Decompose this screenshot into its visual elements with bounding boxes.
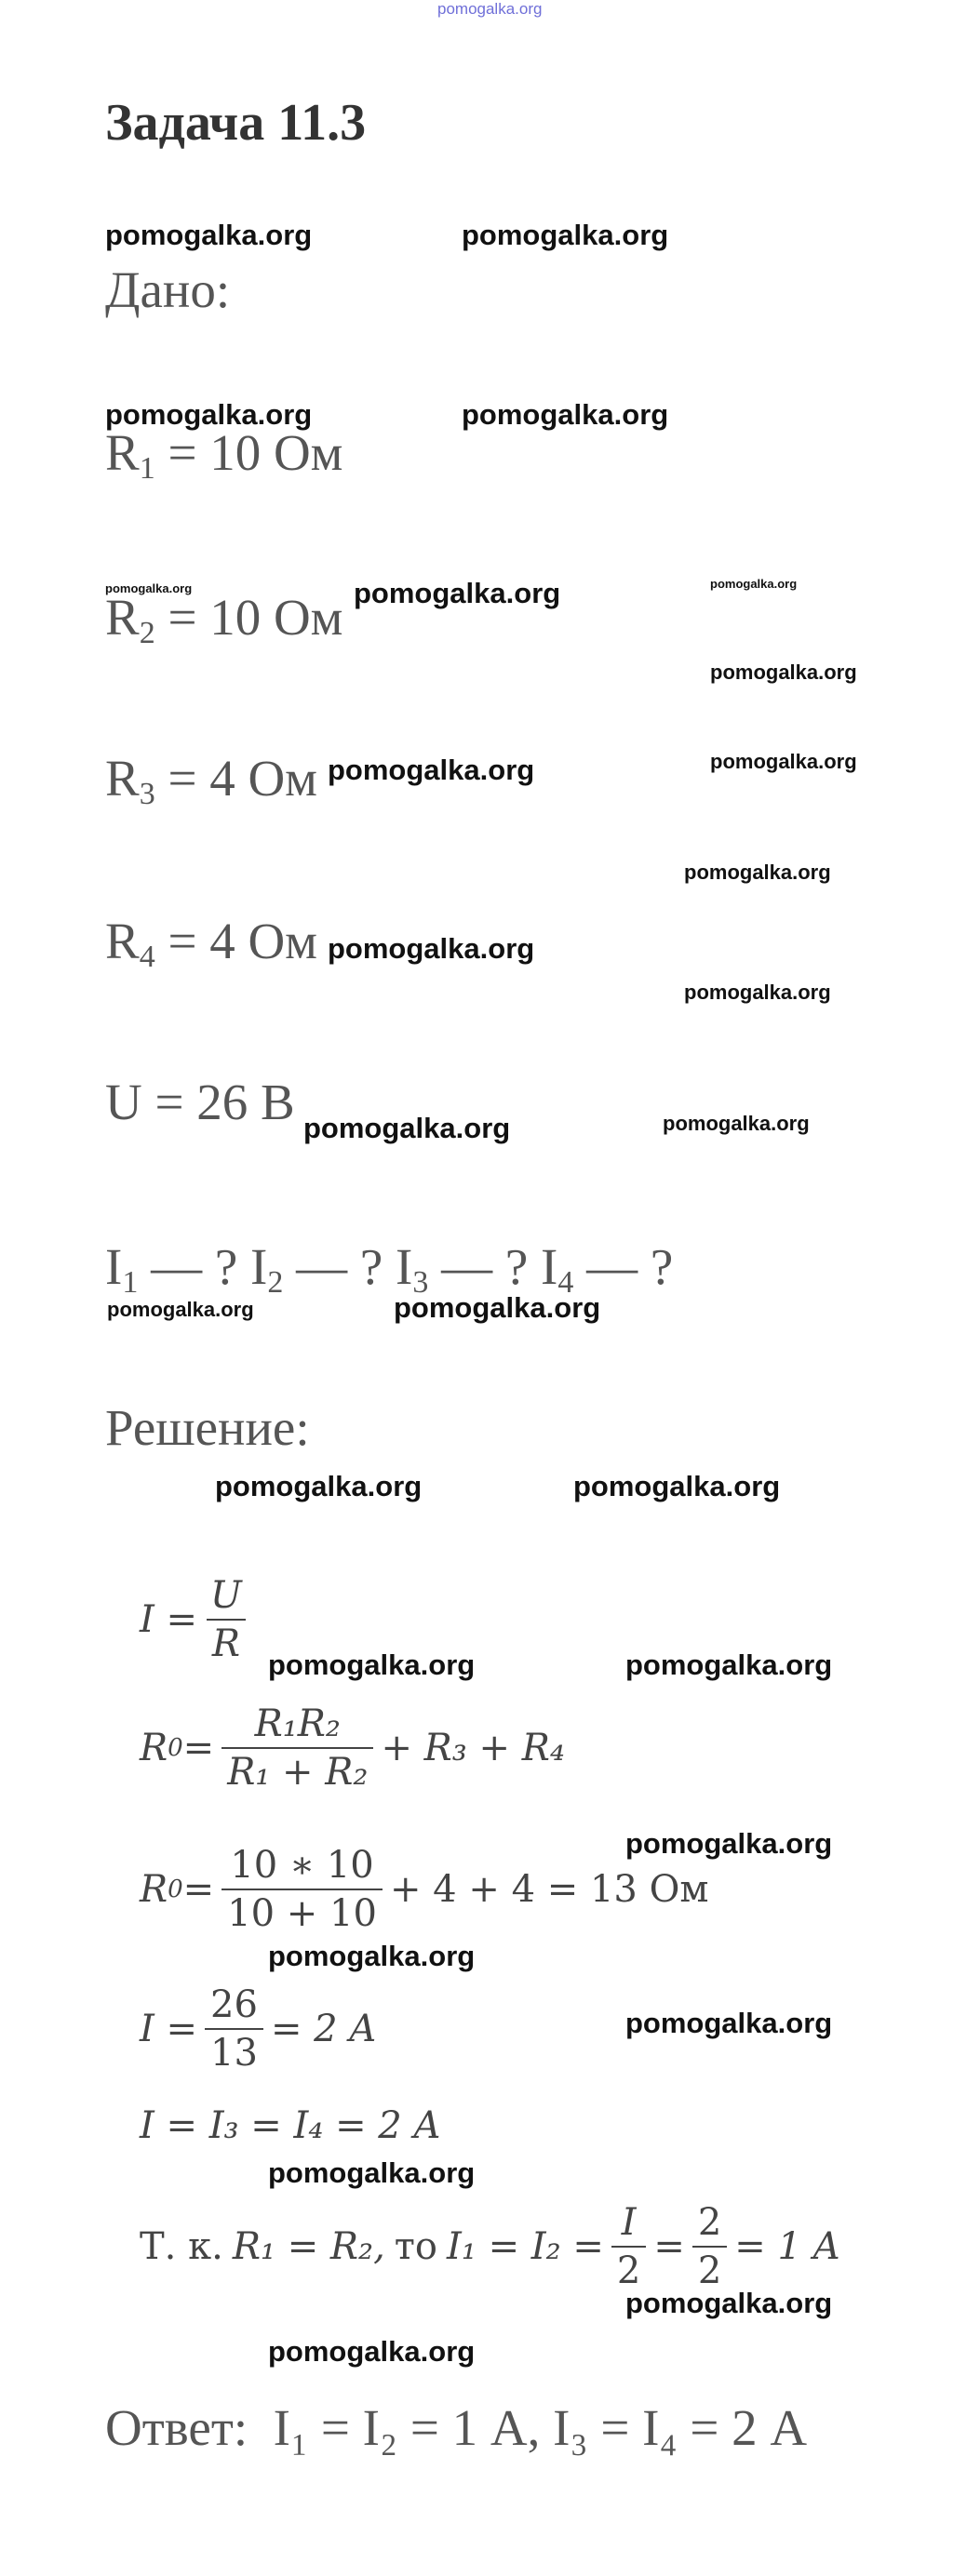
watermark: pomogalka.org <box>625 1827 833 1860</box>
watermark: pomogalka.org <box>625 1648 833 1681</box>
watermark: pomogalka.org <box>328 932 535 965</box>
watermark: pomogalka.org <box>462 398 669 431</box>
watermark: pomogalka.org <box>105 398 313 431</box>
watermark: pomogalka.org <box>462 219 669 251</box>
formula-parallel-current: Т. к. R₁ = R₂, то I₁ = I₂ = $\frac{I}{2}$ = $\frac{2}{2}$ = 1 A <box>140 2201 840 2292</box>
watermark: pomogalka.org <box>105 219 313 251</box>
watermark: pomogalka.org <box>394 1291 601 1324</box>
watermark: pomogalka.org <box>684 981 831 1004</box>
formula-ohm-law: I = $\frac{U}{R}$ <box>140 1574 255 1665</box>
fraction: $\frac{26}{13}$ <box>205 1983 263 2075</box>
watermark: pomogalka.org <box>710 577 798 591</box>
watermark: pomogalka.org <box>268 2335 476 2368</box>
watermark: pomogalka.org <box>107 1298 254 1321</box>
formula-total-resistance-values: R 0 = $\frac{10 ∗ 10}{10 + 10}$ + 4 + 4 = 13 Ом <box>140 1844 709 1935</box>
fraction: $\frac{I}{2}$ <box>611 2201 646 2292</box>
watermark: pomogalka.org <box>328 754 535 786</box>
answer-line: Ответ: I₁ = I₂ = 1 А, I₃ = I₄ = 2 А <box>105 2399 808 2456</box>
fraction: $\frac{10 ∗ 10}{10 + 10}$ <box>222 1844 383 1935</box>
site-link[interactable]: pomogalka.org <box>437 0 543 18</box>
watermark: pomogalka.org <box>268 1648 476 1681</box>
formula-total-resistance: R 0 = $\frac{\text{R₁R₂}}{\text{R₁ + R₂}}$ + R₃ + R₄ <box>140 1702 565 1794</box>
watermark: pomogalka.org <box>573 1470 781 1502</box>
watermark: pomogalka.org <box>268 2156 476 2189</box>
watermark: pomogalka.org <box>663 1112 810 1135</box>
watermark: pomogalka.org <box>710 750 857 773</box>
formula-series-current: I = I₃ = I₄ = 2 A <box>140 2104 441 2147</box>
formula-current: I = $\frac{26}{13}$ = 2 A <box>140 1983 377 2075</box>
watermark: pomogalka.org <box>105 581 193 595</box>
problem-title: Задача 11.3 <box>105 94 367 152</box>
given-label: Дано: <box>105 261 231 318</box>
given-r1: $R_1 = 10$ Ом <box>105 424 343 486</box>
given-r3: $R_3 = 4$ Ом <box>105 750 317 811</box>
watermark: pomogalka.org <box>625 2287 833 2319</box>
watermark: pomogalka.org <box>710 661 857 684</box>
watermark: pomogalka.org <box>684 861 831 884</box>
fraction: $\frac{2}{2}$ <box>692 2201 727 2292</box>
find-line: $I_1$ — ? $I_2$ — ? $I_3$ — ? $I_4$ — ? <box>105 1238 674 1300</box>
watermark: pomogalka.org <box>303 1112 511 1144</box>
given-u: U = 26 В <box>105 1074 295 1130</box>
watermark: pomogalka.org <box>268 1940 476 1972</box>
given-r2: $R_2 = 10$ Ом <box>105 589 343 650</box>
watermark: pomogalka.org <box>625 2007 833 2039</box>
watermark: pomogalka.org <box>354 577 561 609</box>
fraction: $\frac{U}{R}$ <box>205 1574 248 1665</box>
solution-label: Решение: <box>105 1399 310 1456</box>
given-r4: $R_4 = 4$ Ом <box>105 913 317 974</box>
fraction: $\frac{\text{R₁R₂}}{\text{R₁ + R₂}}$ <box>222 1702 373 1794</box>
watermark: pomogalka.org <box>215 1470 423 1502</box>
